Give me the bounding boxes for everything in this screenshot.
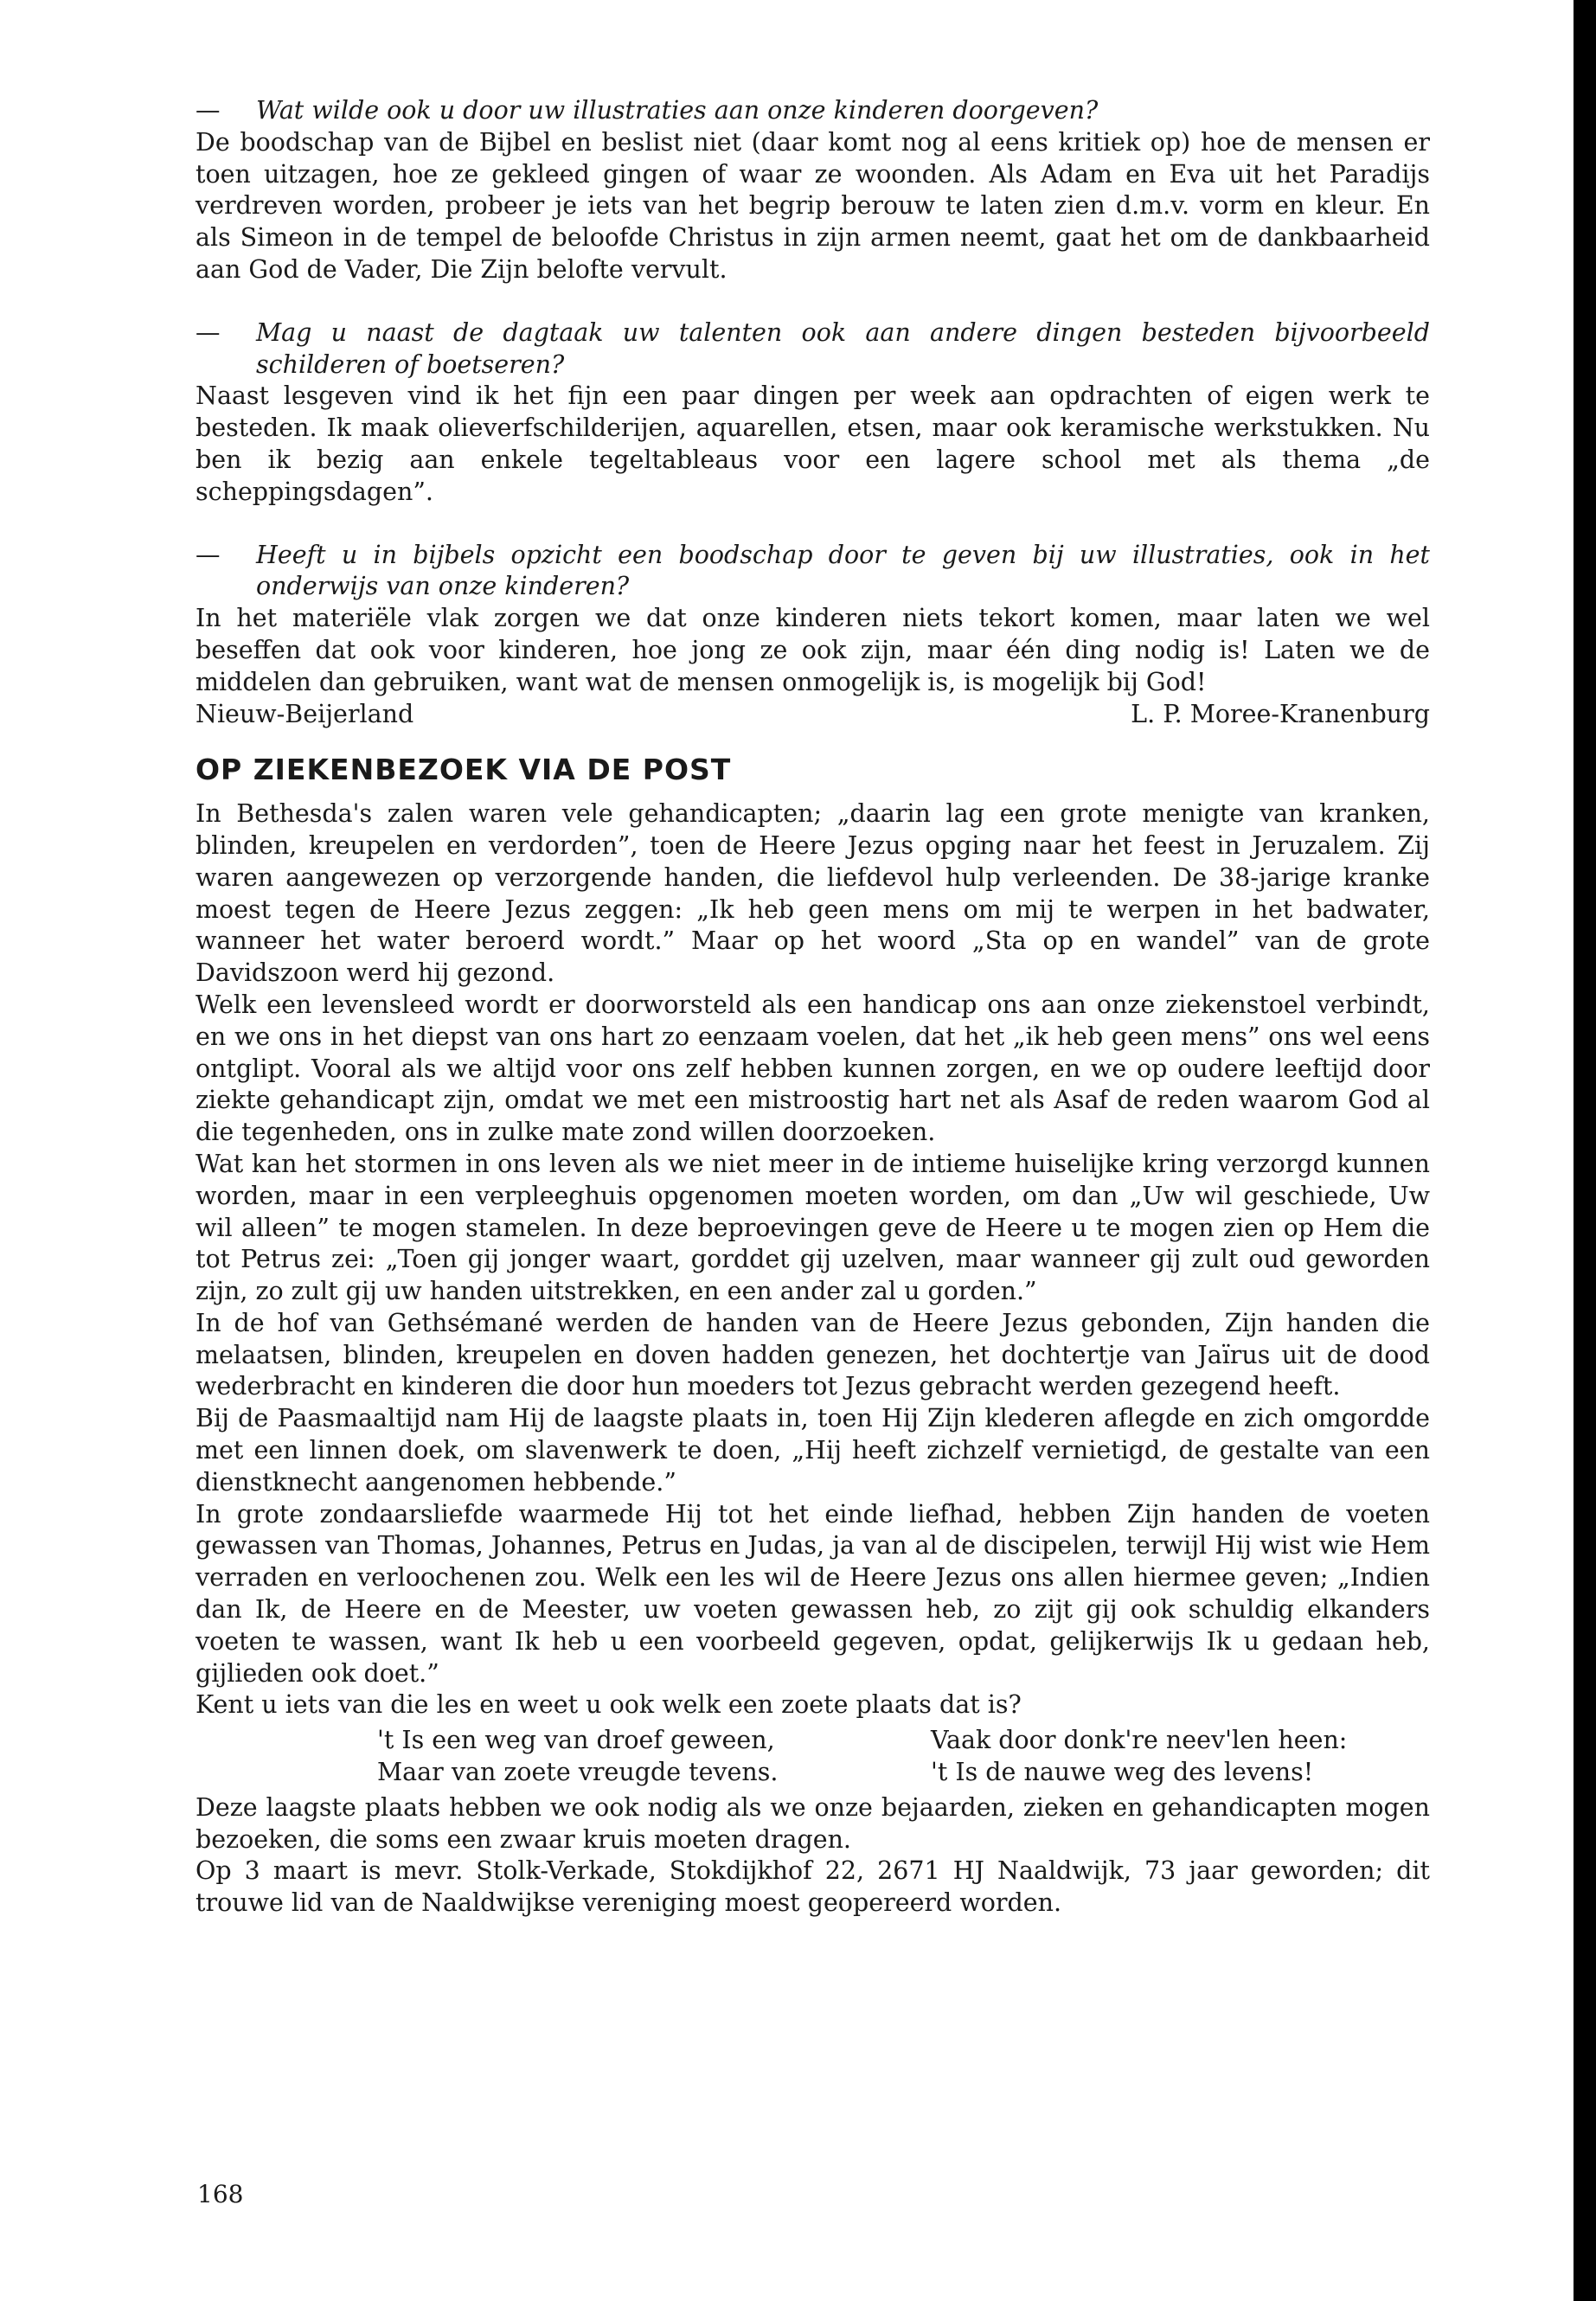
scan-edge-bar xyxy=(1574,0,1596,2301)
article-title: OP ZIEKENBEZOEK VIA DE POST xyxy=(195,753,732,787)
article-paragraph: Wat kan het stormen in ons leven als we niet meer in de intieme huiselijke kring verzorgd kunnen worden, maar in een verpleeghuis opgenomen moeten worden, om dan „Uw wil geschiede, Uw wil alleen” te mogen stamelen. In deze beproevingen geve de Heere u te mogen zien op Hem die tot Petrus zei: „Toen gij jonger waart, gorddet gij uzelven, maar wanneer gij zult oud geworden zijn, zo zult gij uw handen uitstrekken, en een ander zal u gorden.” xyxy=(195,1149,1430,1306)
signature-name: L. P. Moree-Kranenburg xyxy=(1131,699,1430,728)
question-text: Mag u naast de dagtaak uw talenten ook aan andere dingen besteden bijvoorbeeld schilderen of boetseren? xyxy=(256,317,1430,379)
poem-line: Vaak door donk're neev'len heen: xyxy=(931,1726,1348,1755)
poem-line: 't Is de nauwe weg des levens! xyxy=(931,1758,1314,1787)
interview-question-3 xyxy=(195,540,1430,604)
question-text: Heeft u in bijbels opzicht een boodschap door te geven bij uw illustraties, ook in het onderwijs van onze kinderen? xyxy=(256,540,1430,601)
question-dash: — xyxy=(195,540,221,569)
interview-question-1 xyxy=(195,95,1430,127)
article-paragraph: In Bethesda's zalen waren vele gehandicapten; „daarin lag een grote menigte van kranken, blinden, kreupelen en verdorden”, toen de Heere Jezus opging naar het feest in Jeruzalem. Zij waren aangewezen op verzorgende handen, die liefdevol hulp verleenden. De 38-jarige kranke moest tegen de Heere Jezus zeggen: „Ik heb geen mens om mij te werpen in het badwater, wanneer het water beroerd wordt.” Maar op het woord „Sta op en wandel” van de grote Davidszoon werd hij gezond. xyxy=(195,799,1430,988)
question-dash: — xyxy=(195,317,221,347)
poem-left-column xyxy=(377,1725,931,1789)
article-paragraph: Kent u iets van die les en weet u ook welk een zoete plaats dat is? xyxy=(195,1690,1022,1720)
poem-stanza xyxy=(377,1725,1430,1789)
article-paragraph: Welk een levensleed wordt er doorworsteld als een handicap ons aan onze ziekenstoel verbindt, en we ons in het diepst van ons hart zo eenzaam voelen, dat het „ik heb geen mens” ons wel eens ontglipt. Vooral als we altijd voor ons zelf hebben kunnen zorgen, en we op oudere leeftijd door ziekte gehandicapt zijn, omdat we met een mistroostig hart net als Asaf de reden waarom God al die tegenheden, ons in zulke mate zond willen doorzoeken. xyxy=(195,990,1430,1147)
page-number: 168 xyxy=(197,2180,244,2208)
question-text: Wat wilde ook u door uw illustraties aan onze kinderen doorgeven? xyxy=(256,96,1099,125)
interview-answer-3: In het materiële vlak zorgen we dat onze kinderen niets tekort komen, maar laten we wel beseffen dat ook voor kinderen, hoe jong ze ook zijn, maar één ding nodig is! Laten we de middelen dan gebruiken, want wat de mensen onmogelijk is, is mogelijk bij God! xyxy=(195,604,1430,696)
interview-question-2 xyxy=(195,317,1430,381)
signature-row xyxy=(195,699,1430,731)
article-paragraph: In de hof van Gethsémané werden de handen van de Heere Jezus gebonden, Zijn handen die melaatsen, blinden, kreupelen en doven hadden genezen, het dochtertje van Jaïrus uit de dood wederbracht en kinderen die door hun moeders tot Jezus gebracht werden gezegend heeft. xyxy=(195,1308,1430,1401)
article-closing-paragraph: Op 3 maart is mevr. Stolk-Verkade, Stokdijkhof 22, 2671 HJ Naaldwijk, 73 jaar geworden; dit trouwe lid van de Naaldwijkse vereniging moest geopereerd worden. xyxy=(195,1856,1430,1918)
poem-line: Maar van zoete vreugde tevens. xyxy=(377,1758,779,1787)
signature-place: Nieuw-Beijerland xyxy=(195,699,414,728)
article-paragraph: Bij de Paasmaaltijd nam Hij de laagste plaats in, toen Hij Zijn klederen aflegde en zich omgordde met een linnen doek, om slavenwerk te doen, „Hij heeft zichzelf vernietigd, de gestalte van een dienstknecht aangenomen hebbende.” xyxy=(195,1404,1430,1497)
page-body xyxy=(195,95,1430,1920)
poem-right-column xyxy=(931,1725,1415,1789)
article-paragraph: In grote zondaarsliefde waarmede Hij tot het einde liefhad, hebben Zijn handen de voeten gewassen van Thomas, Johannes, Petrus en Judas, ja van al de discipelen, terwijl Hij wist wie Hem verraden en verloochenen zou. Welk een les wil de Heere Jezus ons allen hiermee geven; „Indien dan Ik, de Heere en de Meester, uw voeten gewassen heb, zo zijt gij ook schuldig elkanders voeten te wassen, want Ik heb u een voorbeeld gegeven, opdat, gelijkerwijs Ik u gedaan heb, gijlieden ook doet.” xyxy=(195,1499,1430,1688)
article-closing-paragraph: Deze laagste plaats hebben we ook nodig als we onze bejaarden, zieken en gehandicapten mogen bezoeken, die soms een zwaar kruis moeten dragen. xyxy=(195,1792,1430,1854)
interview-answer-2: Naast lesgeven vind ik het fijn een paar dingen per week aan opdrachten of eigen werk te besteden. Ik maak olieverfschilderijen, aquarellen, etsen, maar ook keramische werkstukken. Nu ben ik bezig aan enkele tegeltableaus voor een lagere school met als thema „de scheppingsdagen”. xyxy=(195,381,1430,506)
poem-line: 't Is een weg van droef geween, xyxy=(377,1726,775,1755)
interview-answer-1: De boodschap van de Bijbel en beslist niet (daar komt nog al eens kritiek op) hoe de mensen er toen uitzagen, hoe ze gekleed gingen of waar ze woonden. Als Adam en Eva uit het Paradijs verdreven worden, probeer je iets van het begrip berouw te laten zien d.m.v. vorm en kleur. En als Simeon in de tempel de beloofde Christus in zijn armen neemt, gaat het om de dankbaarheid aan God de Vader, Die Zijn belofte vervult. xyxy=(195,127,1430,284)
question-dash: — xyxy=(195,96,221,125)
